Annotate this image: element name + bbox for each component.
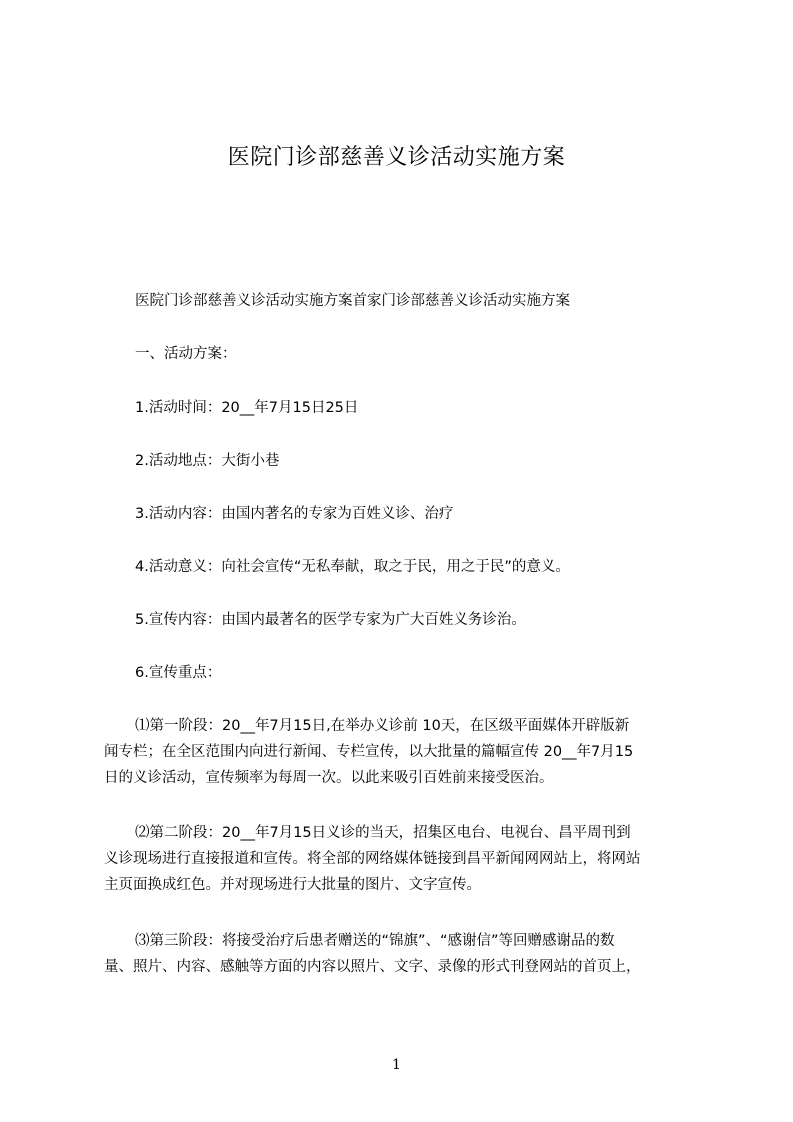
paragraph-row: 闻专栏；在全区范围内向进行新闻、专栏宣传，以大批量的篇幅宣传 20__年7月15 [104, 744, 634, 760]
section-heading: 一、活动方案： [135, 346, 237, 362]
paragraph-row: ⑶第三阶段：将接受治疗后患者赠送的“锦旗”、“感谢信”等回赠感谢品的数 [135, 933, 615, 949]
paragraph-stage-three [104, 928, 716, 980]
list-item-content: 3.活动内容：由国内著名的专家为百姓义诊、治疗 [135, 506, 454, 522]
paragraph-stage-two [104, 820, 716, 898]
list-item-location: 2.活动地点：大街小巷 [135, 453, 280, 469]
paragraph-row: 义诊现场进行直接报道和宣传。将全部的网络媒体链接到昌平新闻网网站上，将网站 [104, 851, 641, 867]
paragraph-row: 量、照片、内容、感触等方面的内容以照片、文字、录像的形式刊登网站的首页上， [104, 959, 641, 975]
paragraph-row: 主页面换成红色。并对现场进行大批量的图片、文字宣传。 [104, 877, 481, 893]
list-item-time: 1.活动时间：20__年7月15日25日 [135, 400, 359, 416]
page-number: 1 [392, 1057, 401, 1073]
paragraph-row: ⑴第一阶段：20__年7月15日,在举办义诊前 10天，在区级平面媒体开辟版新 [135, 718, 630, 734]
intro-line: 医院门诊部慈善义诊活动实施方案首家门诊部慈善义诊活动实施方案 [135, 293, 570, 309]
list-item-publicity-content: 5.宣传内容：由国内最著名的医学专家为广大百姓义务诊治。 [135, 612, 526, 628]
list-item-publicity-focus: 6.宣传重点： [135, 665, 222, 681]
list-item-significance: 4.活动意义：向社会宣传“无私奉献，取之于民，用之于民”的意义。 [135, 559, 570, 575]
paragraph-stage-one [104, 713, 716, 791]
paragraph-row: 日的义诊活动，宣传频率为每周一次。以此来吸引百姓前来接受医治。 [104, 770, 554, 786]
paragraph-row: ⑵第二阶段：20__年7月15日义诊的当天，招集区电台、电视台、昌平周刊到 [135, 825, 631, 841]
document-title: 医院门诊部慈善义诊活动实施方案 [227, 145, 566, 170]
